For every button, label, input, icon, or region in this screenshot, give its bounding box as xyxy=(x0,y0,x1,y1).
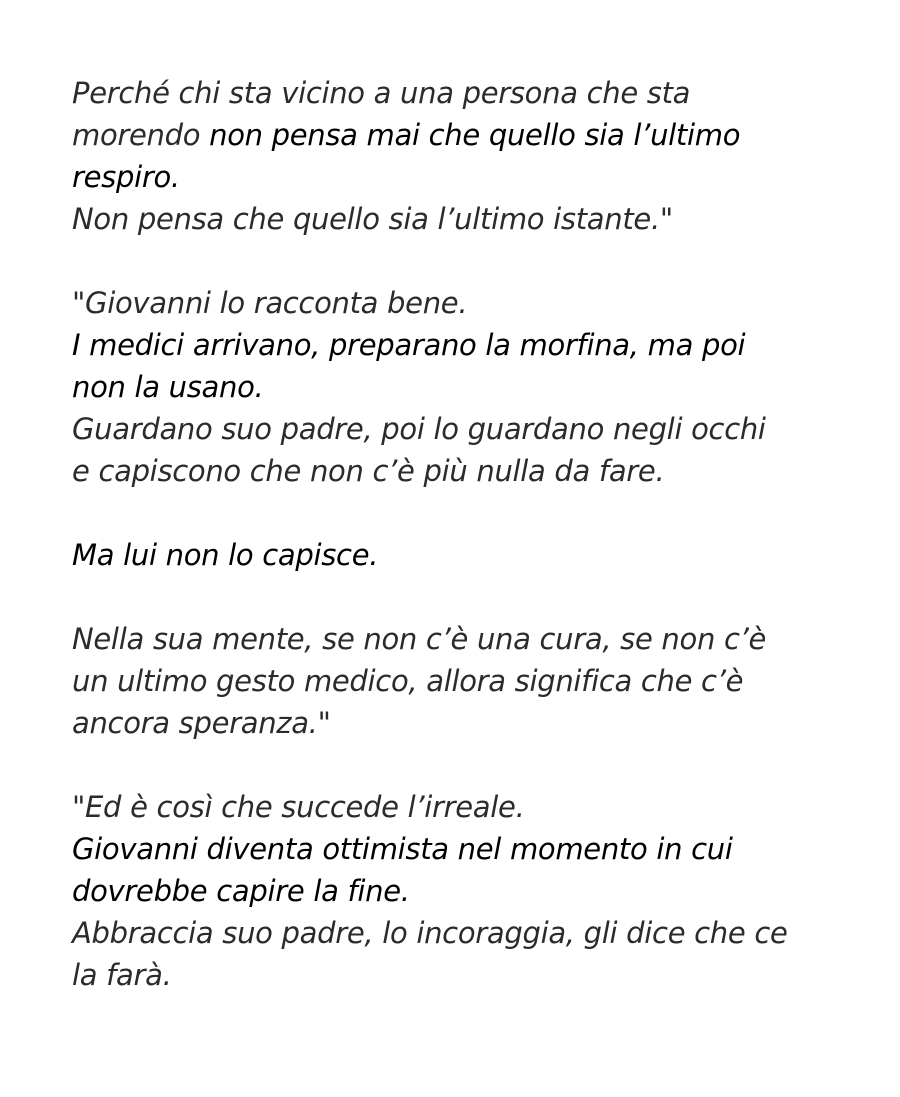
italic-text: morendo xyxy=(72,118,210,152)
italic-text: Nella sua mente, se non c’è una cura, se non c’è xyxy=(72,622,767,656)
bold-text: non pensa mai che quello sia l’ultimo xyxy=(209,118,741,152)
paragraph xyxy=(72,534,842,576)
paragraph xyxy=(72,786,842,996)
bold-text: respiro. xyxy=(72,160,180,194)
bold-text: I medici arrivano, preparano la morfina, ma poi xyxy=(72,328,746,362)
italic-text: "Ed è così che succede l’irreale. xyxy=(72,790,525,824)
italic-text: ancora speranza." xyxy=(72,706,331,740)
text-line xyxy=(72,660,842,702)
paragraph xyxy=(72,618,842,744)
text-line xyxy=(72,450,842,492)
italic-text: Perché chi sta vicino a una persona che sta xyxy=(72,76,691,110)
italic-text: "Giovanni lo racconta bene. xyxy=(72,286,468,320)
text-line xyxy=(72,324,842,366)
text-line xyxy=(72,870,842,912)
text-line xyxy=(72,786,842,828)
bold-text: Ma lui non lo capisce. xyxy=(72,538,379,572)
text-line xyxy=(72,618,842,660)
text-line xyxy=(72,702,842,744)
bold-text: dovrebbe capire la fine. xyxy=(72,874,410,908)
paragraph xyxy=(72,282,842,492)
text-line xyxy=(72,156,842,198)
italic-text: un ultimo gesto medico, allora significa che c’è xyxy=(72,664,744,698)
text-line xyxy=(72,72,842,114)
italic-text: Guardano suo padre, poi lo guardano negli occhi xyxy=(72,412,766,446)
document-page xyxy=(72,72,842,996)
paragraph xyxy=(72,72,842,240)
text-line xyxy=(72,912,842,954)
italic-text: la farà. xyxy=(72,958,172,992)
bold-text: non la usano. xyxy=(72,370,264,404)
bold-text: Giovanni diventa ottimista nel momento in cui xyxy=(72,832,733,866)
text-line xyxy=(72,828,842,870)
text-line xyxy=(72,534,842,576)
text-line xyxy=(72,282,842,324)
text-line xyxy=(72,198,842,240)
text-line xyxy=(72,366,842,408)
italic-text: e capiscono che non c’è più nulla da fare. xyxy=(72,454,665,488)
text-line xyxy=(72,954,842,996)
text-line xyxy=(72,114,842,156)
text-line xyxy=(72,408,842,450)
italic-text: Non pensa che quello sia l’ultimo istante." xyxy=(72,202,673,236)
italic-text: Abbraccia suo padre, lo incoraggia, gli dice che ce xyxy=(72,916,788,950)
